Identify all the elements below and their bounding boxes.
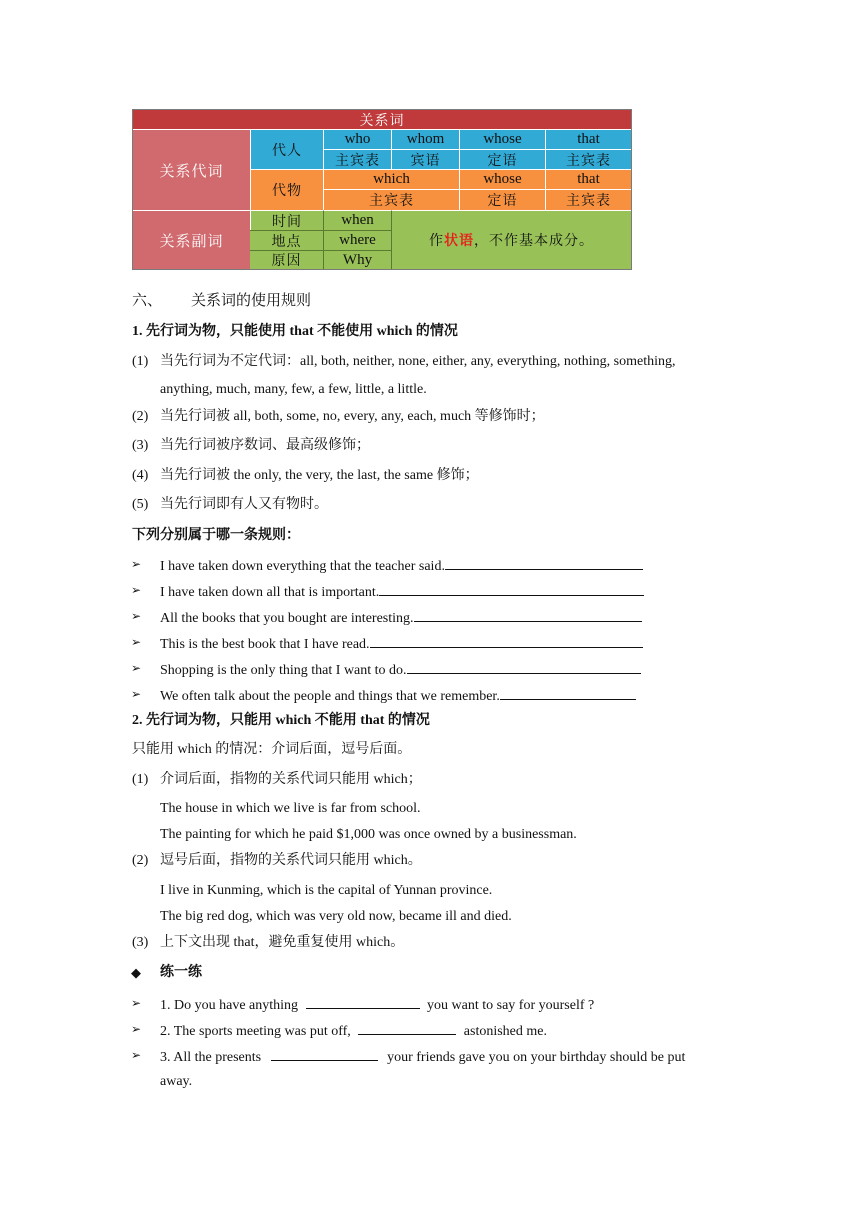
- rule1-item-text: 当先行词被 the only, the very, the last, the same 修饰；: [160, 468, 479, 483]
- rule2-intro: 只能用 which 的情况：介词后面，逗号后面。: [132, 742, 412, 757]
- answer-blank[interactable]: [370, 633, 643, 648]
- example-sentence: I live in Kunming, which is the capital of Yunnan province.: [160, 883, 493, 898]
- adverb-word-why: Why: [323, 250, 391, 269]
- section-title: 关系词的使用规则: [191, 291, 312, 309]
- question-text: astonished me.: [463, 1024, 548, 1039]
- adverb-label-time: 时间: [250, 210, 323, 230]
- person-word-whom: whom: [391, 129, 459, 149]
- arrow-bullet-icon: ➢: [131, 557, 142, 571]
- exercise-sentence: [160, 555, 643, 576]
- adverb-group-label: 关系副词: [133, 210, 250, 269]
- pronoun-group-label: 关系代词: [133, 129, 250, 210]
- question-text: you want to say for yourself ?: [427, 998, 595, 1013]
- adverb-note-pre: 作: [429, 233, 444, 249]
- example-sentence: The big red dog, which was very old now, became ill and died.: [160, 909, 512, 924]
- rule2-item-number: (2): [132, 853, 149, 868]
- rule2-item-text: 介词后面，指物的关系代词只能用 which；: [160, 772, 422, 787]
- thing-word-that: that: [545, 169, 631, 189]
- person-label: 代人: [250, 129, 323, 169]
- rule2-item-number: (3): [132, 935, 149, 950]
- exercise-sentence: [160, 685, 636, 706]
- thing-label: 代物: [250, 169, 323, 210]
- arrow-bullet-icon: ➢: [131, 635, 142, 649]
- person-role-whom: 宾语: [391, 149, 459, 169]
- practice-question-3-continuation: away.: [160, 1074, 193, 1089]
- answer-blank[interactable]: [306, 994, 420, 1009]
- answer-blank[interactable]: [445, 555, 643, 570]
- rule2-heading: 2. 先行词为物，只能用 which 不能用 that 的情况: [132, 713, 430, 728]
- rule1-item-number: (5): [132, 497, 149, 512]
- exercise-text: Shopping is the only thing that I want to do.: [160, 663, 407, 678]
- practice-question-3: [160, 1046, 685, 1067]
- answer-blank[interactable]: [500, 685, 636, 700]
- thing-role-that: 主宾表: [545, 189, 631, 210]
- exercise-sentence: [160, 607, 642, 628]
- answer-blank[interactable]: [414, 607, 642, 622]
- diamond-bullet-icon: ◆: [131, 965, 141, 980]
- rule1-item-text: 当先行词为不定代词：all, both, neither, none, either, any, everything, nothing, something,: [160, 354, 676, 369]
- question-text: 2. The sports meeting was put off,: [160, 1024, 351, 1039]
- rule1-item-number: (4): [132, 468, 149, 483]
- question-text: 1. Do you have anything: [160, 998, 299, 1013]
- adverb-label-reason: 原因: [250, 250, 323, 269]
- adverb-word-when: when: [323, 210, 391, 230]
- arrow-bullet-icon: ➢: [131, 687, 142, 701]
- adverb-note-post: ，不作基本成分。: [474, 233, 594, 249]
- adverb-label-place: 地点: [250, 230, 323, 250]
- rule1-item-continuation: anything, much, many, few, a few, little, a little.: [160, 382, 427, 397]
- arrow-bullet-icon: ➢: [131, 661, 142, 675]
- arrow-bullet-icon: ➢: [131, 583, 142, 597]
- rule1-item-text: 当先行词被序数词、最高级修饰；: [160, 438, 370, 453]
- answer-blank[interactable]: [379, 581, 644, 596]
- question-text: your friends gave you on your birthday should be put: [387, 1050, 686, 1065]
- exercise-text: All the books that you bought are interesting.: [160, 611, 414, 626]
- thing-role-whose: 定语: [459, 189, 545, 210]
- answer-blank[interactable]: [358, 1020, 456, 1035]
- question-text: 3. All the presents: [160, 1050, 262, 1065]
- exercise-text: This is the best book that I have read.: [160, 637, 370, 652]
- thing-role-which: 主宾表: [323, 189, 459, 210]
- arrow-bullet-icon: ➢: [131, 1048, 142, 1062]
- person-role-that: 主宾表: [545, 149, 631, 169]
- adverb-note-highlight: 状语: [444, 233, 474, 249]
- rule1-item-text: 当先行词被 all, both, some, no, every, any, each, much 等修饰时；: [160, 409, 545, 424]
- rule1-heading: 1. 先行词为物，只能使用 that 不能使用 which 的情况: [132, 324, 458, 339]
- person-word-that: that: [545, 129, 631, 149]
- practice-question-2: [160, 1020, 547, 1041]
- rule1-item-number: (3): [132, 438, 149, 453]
- adverb-note: [391, 210, 631, 269]
- exercise-text: I have taken down all that is important.: [160, 585, 380, 600]
- rule1-item-number: (2): [132, 409, 149, 424]
- exercise-heading: 下列分别属于哪一条规则：: [132, 528, 300, 543]
- arrow-bullet-icon: ➢: [131, 1022, 142, 1036]
- example-sentence: The painting for which he paid $1,000 was once owned by a businessman.: [160, 827, 577, 842]
- table-title: 关系词: [133, 110, 631, 129]
- person-word-who: who: [323, 129, 391, 149]
- answer-blank[interactable]: [271, 1046, 378, 1061]
- exercise-sentence: [160, 633, 643, 654]
- person-role-whose: 定语: [459, 149, 545, 169]
- answer-blank[interactable]: [407, 659, 641, 674]
- rule2-item-number: (1): [132, 772, 149, 787]
- rule2-item-text: 上下文出现 that，避免重复使用 which。: [160, 935, 405, 950]
- relative-words-table: [132, 109, 632, 270]
- person-role-who: 主宾表: [323, 149, 391, 169]
- exercise-text: I have taken down everything that the teacher said.: [160, 559, 445, 574]
- exercise-text: We often talk about the people and things that we remember.: [160, 689, 500, 704]
- section-number: 六、: [132, 291, 163, 309]
- practice-question-1: [160, 994, 594, 1015]
- thing-word-whose: whose: [459, 169, 545, 189]
- adverb-word-where: where: [323, 230, 391, 250]
- rule1-item-number: (1): [132, 354, 149, 369]
- thing-word-which: which: [323, 169, 459, 189]
- exercise-sentence: [160, 581, 644, 602]
- rule1-item-text: 当先行词即有人又有物时。: [160, 497, 328, 512]
- arrow-bullet-icon: ➢: [131, 609, 142, 623]
- example-sentence: The house in which we live is far from school.: [160, 801, 421, 816]
- person-word-whose: whose: [459, 129, 545, 149]
- arrow-bullet-icon: ➢: [131, 996, 142, 1010]
- exercise-sentence: [160, 659, 641, 680]
- rule2-item-text: 逗号后面，指物的关系代词只能用 which。: [160, 853, 422, 868]
- practice-heading: 练一练: [160, 965, 202, 980]
